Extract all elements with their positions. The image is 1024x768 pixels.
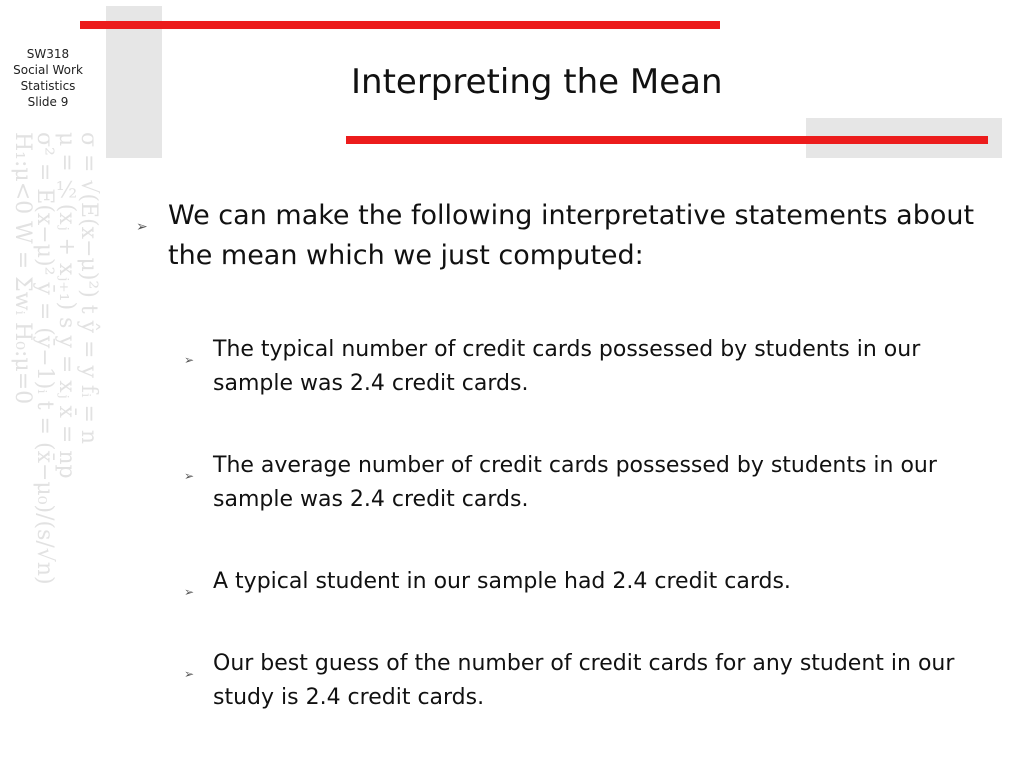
sub-bullet [184, 449, 994, 517]
sub-bullet [184, 333, 994, 401]
bullet-arrow-icon: ➢ [184, 585, 195, 599]
slide-title: Interpreting the Mean [351, 62, 723, 102]
sub-bullet-text: A typical student in our sample had 2.4 credit cards. [213, 569, 791, 594]
sub-bullet-text: The typical number of credit cards possessed by students in our sample was 2.4 credit cards. [213, 337, 921, 396]
course-code: SW318 [26, 47, 70, 61]
formula-column: H₁:μ<0 W = Σwᵢ H₀:μ=0 [10, 132, 35, 405]
course-dept: Social Work [13, 63, 83, 77]
main-bullet-text: We can make the following interpretative statements about the mean which we just computed: [168, 200, 975, 271]
formula-column: σ = √(E(x−μ)²) t ŷ = y fᵢ = n [76, 132, 101, 445]
bullet-arrow-icon: ➢ [184, 469, 195, 483]
sub-bullet [184, 647, 994, 715]
formula-column: μ = ½(xⱼ + xⱼ₊₁) s y = xⱼ x̄ = np [54, 132, 79, 479]
main-bullet [136, 196, 1006, 276]
course-subject: Statistics [20, 79, 76, 93]
bullet-arrow-icon: ➢ [184, 667, 195, 681]
bullet-arrow-icon: ➢ [136, 219, 148, 235]
sub-bullet-text: Our best guess of the number of credit cards for any student in our study is 2.4 credit cards. [213, 651, 955, 710]
formula-column: σ² = E(x−μ)² ȳ = (ȳ−1)ᵢ t = (x̄−μ₀)/(s/√n) [32, 132, 57, 585]
bullet-arrow-icon: ➢ [184, 353, 195, 367]
sub-bullet [184, 565, 994, 599]
slide-number: Slide 9 [27, 95, 69, 109]
sub-bullet-text: The average number of credit cards possessed by students in our sample was 2.4 credit cards. [213, 453, 937, 512]
